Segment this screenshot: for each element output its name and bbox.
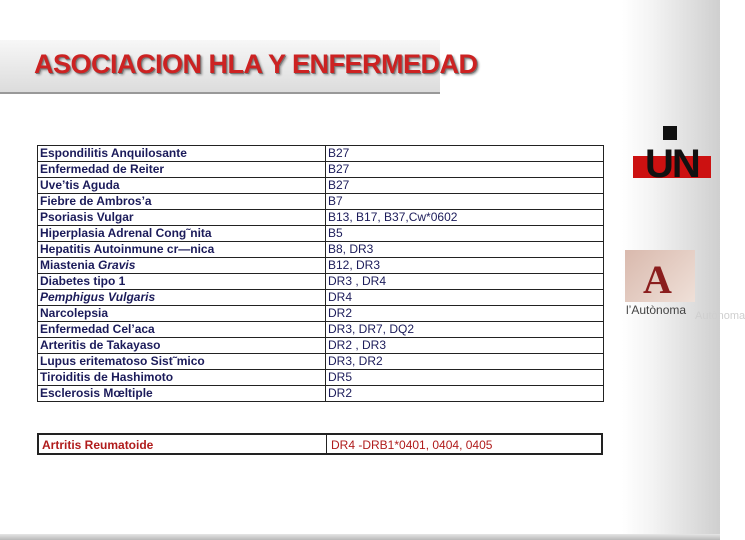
allele-cell: B8, DR3 [326,242,604,258]
disease-cell: Uve’tis Aguda [38,178,326,194]
allele-cell: DR2 [326,306,604,322]
disease-cell: Espondilitis Anquilosante [38,146,326,162]
table-row [38,290,604,306]
disease-cell: Esclerosis Mœltiple [38,386,326,402]
disease-cell: Enfermedad de Reiter [38,162,326,178]
disease-cell: Hiperplasia Adrenal Cong˜nita [38,226,326,242]
table-row [38,258,604,274]
allele-cell: B27 [326,146,604,162]
disease-cell: Lupus eritematoso Sist˜mico [38,354,326,370]
autonoma-logo-glyph: A [643,257,672,302]
allele-cell: DR2 , DR3 [326,338,604,354]
table-row [38,306,604,322]
disease-cell: Enfermedad Cel’aca [38,322,326,338]
autonoma-logo-ghost-text: Autònoma [695,310,745,322]
highlight-allele: DR4 -DRB1*0401, 0404, 0405 [331,438,493,452]
allele-cell: B12, DR3 [326,258,604,274]
highlight-divider [326,435,327,453]
table-row [38,146,604,162]
disease-cell: Narcolepsia [38,306,326,322]
disease-name-prefix: Miastenia [40,258,99,272]
disease-cell [38,258,326,274]
un-logo-letters: UN [645,142,699,186]
allele-cell: DR4 [326,290,604,306]
disease-cell: Fiebre de Ambros’a [38,194,326,210]
allele-cell: DR5 [326,370,604,386]
table-row [38,354,604,370]
highlight-row [37,433,603,455]
table-row [38,226,604,242]
table-row [38,194,604,210]
table-row [38,322,604,338]
table-row [38,338,604,354]
table-row [38,210,604,226]
table-row [38,178,604,194]
table-row [38,370,604,386]
autonoma-logo [625,250,745,335]
disease-cell: Diabetes tipo 1 [38,274,326,290]
un-logo [633,126,711,200]
hla-disease-table [37,145,604,402]
highlight-disease: Artritis Reumatoide [42,438,154,452]
slide-title: ASOCIACION HLA Y ENFERMEDAD [34,49,478,79]
allele-cell: B7 [326,194,604,210]
disease-name-italic: Gravis [98,258,136,272]
table-row [38,242,604,258]
allele-cell: B13, B17, B37,Cw*0602 [326,210,604,226]
table-row [38,274,604,290]
slide-border-bottom [0,534,720,540]
allele-cell: B5 [326,226,604,242]
allele-cell: B27 [326,178,604,194]
allele-cell: DR3 , DR4 [326,274,604,290]
allele-cell: DR2 [326,386,604,402]
disease-cell: Hepatitis Autoinmune cr—nica [38,242,326,258]
allele-cell: DR3, DR7, DQ2 [326,322,604,338]
table-row [38,162,604,178]
disease-cell: Psoriasis Vulgar [38,210,326,226]
disease-cell: Pemphigus Vulgaris [38,290,326,306]
table-row [38,386,604,402]
allele-cell: B27 [326,162,604,178]
allele-cell: DR3, DR2 [326,354,604,370]
disease-cell: Arteritis de Takayaso [38,338,326,354]
un-logo-top-mark [663,126,677,140]
disease-cell: Tiroiditis de Hashimoto [38,370,326,386]
autonoma-logo-name: l’Autònoma [626,303,687,317]
